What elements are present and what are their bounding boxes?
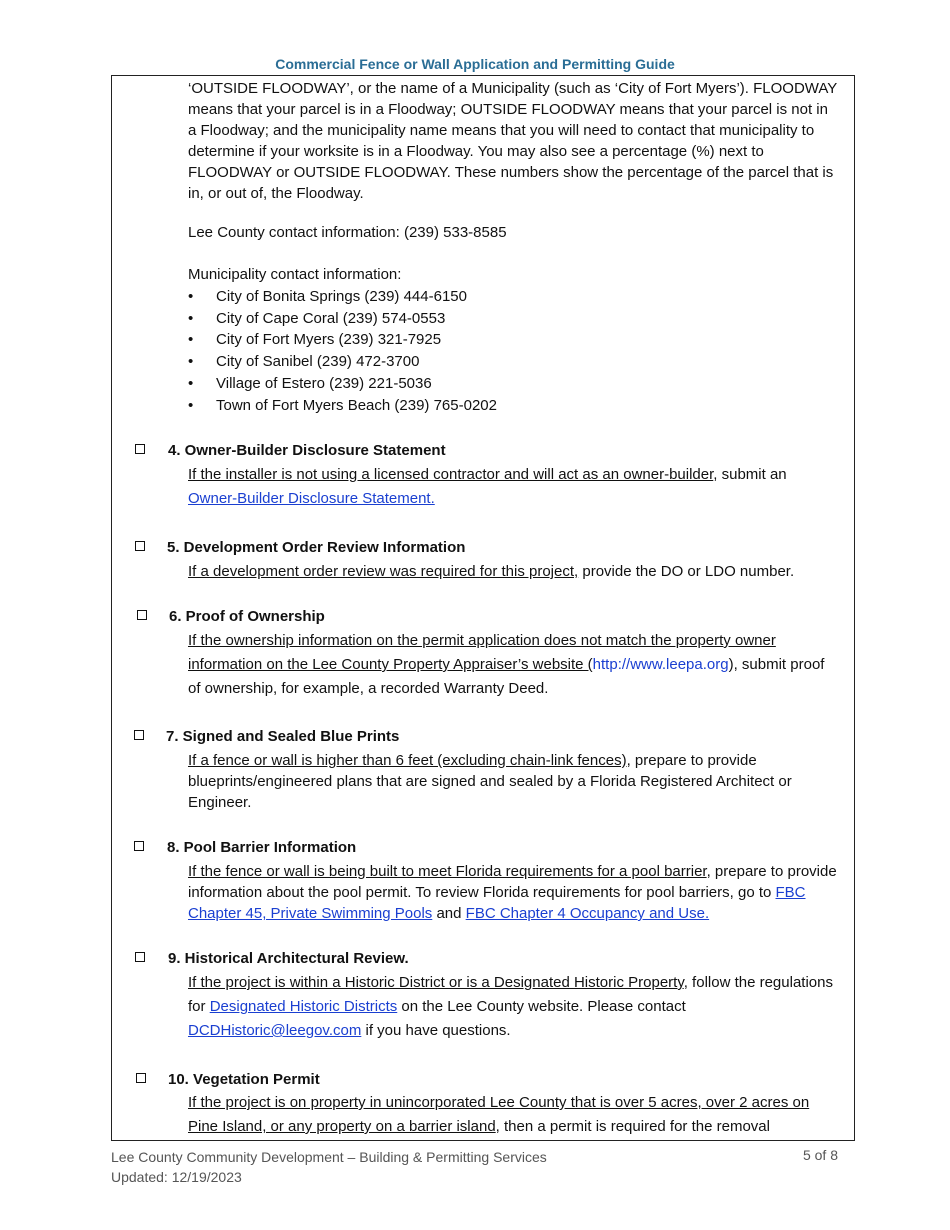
footer-updated-date: Updated: 12/19/2023	[111, 1169, 242, 1185]
item-body-ownership: If the ownership information on the permit application does not match the property owner information on the Lee County Property Appraiser’s website (http://www.leepa.org), submit proof of ownership, for example, a recorded Warranty Deed.	[188, 632, 825, 697]
footer-info	[111, 1147, 547, 1187]
bullet-icon: •	[188, 309, 194, 327]
item-body-owner-builder: If the installer is not using a licensed contractor and will act as an owner-builder, submit an Owner-Builder Disclosure Statement.	[188, 466, 787, 507]
footer-organization: Lee County Community Development – Building & Permitting Services	[111, 1149, 547, 1165]
item-title-development-order: 5. Development Order Review Information	[167, 539, 466, 556]
list-item: • City of Fort Myers (239) 321-7925	[188, 329, 838, 351]
bullet-icon: •	[188, 331, 194, 349]
bullet-icon: •	[188, 353, 194, 371]
item-body-blueprints: If a fence or wall is higher than 6 feet (excluding chain-link fences), prepare to provide blueprints/engineered plans that are signed and sealed by a Florida Registered Architect or Engineer.	[188, 752, 792, 811]
item-body-vegetation: If the project is on property in unincorporated Lee County that is over 5 acres, over 2 acres on Pine Island, or any property on a barrier island, then a permit is required for the removal	[188, 1094, 810, 1135]
bullet-icon: •	[188, 288, 194, 305]
owner-builder-statement-link[interactable]: Owner-Builder Disclosure Statement.	[188, 490, 435, 507]
municipality-list	[188, 286, 838, 416]
checkbox-historical[interactable]	[135, 952, 145, 962]
list-item: • City of Sanibel (239) 472-3700	[188, 351, 838, 373]
list-item: • Town of Fort Myers Beach (239) 765-0202	[188, 395, 838, 417]
fbc-chapter-45-link[interactable]: FBC Chapter 45, Private Swimming Pools	[188, 884, 806, 922]
dcd-historic-email-link[interactable]: DCDHistoric@leegov.com	[188, 1022, 362, 1039]
checkbox-pool-barrier[interactable]	[134, 841, 144, 851]
item-title-historical: 9. Historical Architectural Review.	[168, 950, 409, 967]
leepa-website-link[interactable]: http://www.leepa.org	[592, 656, 729, 673]
item-title-vegetation: 10. Vegetation Permit	[168, 1071, 320, 1088]
checkbox-blueprints[interactable]	[134, 730, 144, 740]
lee-county-contact: Lee County contact information: (239) 533-8585	[188, 224, 507, 241]
checkbox-owner-builder[interactable]	[135, 444, 145, 454]
page-number: 5 of 8	[802, 1147, 838, 1163]
item-title-blueprints: 7. Signed and Sealed Blue Prints	[166, 728, 400, 745]
bullet-icon: •	[188, 374, 194, 392]
checkbox-vegetation[interactable]	[136, 1073, 146, 1083]
item-body-pool-barrier: If the fence or wall is being built to meet Florida requirements for a pool barrier, prepare to provide information about the pool permit. To review Florida requirements for pool barriers, go to FBC Chapter 45, Private Swimming Pools and FBC Chapter 4 Occupancy and Use.	[188, 863, 837, 922]
checkbox-development-order[interactable]	[135, 541, 145, 551]
bullet-icon: •	[188, 396, 194, 414]
content-box	[111, 75, 855, 1141]
list-item: • City of Bonita Springs (239) 444-6150	[188, 286, 838, 308]
historic-districts-link[interactable]: Designated Historic Districts	[209, 998, 398, 1015]
fbc-chapter-4-link[interactable]: FBC Chapter 4 Occupancy and Use.	[465, 905, 710, 922]
floodway-paragraph: ‘OUTSIDE FLOODWAY’, or the name of a Municipality (such as ‘City of Fort Myers’). FLOODWAY means that your parcel is in a Floodway; OUTSIDE FLOODWAY means that your parcel is not in a Floodway; and the municipality name means that you will need to contact that municipality to determine if your worksite is in a Floodway. You may also see a percentage (%) next to FLOODWAY or OUTSIDE FLOODWAY. These numbers show the percentage of the parcel that is in, or out of, the Floodway.	[188, 80, 838, 202]
checkbox-ownership[interactable]	[137, 610, 147, 620]
item-title-ownership: 6. Proof of Ownership	[169, 608, 325, 625]
item-body-historical: If the project is within a Historic District or is a Designated Historic Property, follow the regulations for Designated Historic Districts on the Lee County website. Please contact DCDHistoric@leegov.com if you have questions.	[188, 974, 833, 1039]
page-header-title: Commercial Fence or Wall Application and Permitting Guide	[275, 56, 675, 72]
item-title-owner-builder: 4. Owner-Builder Disclosure Statement	[168, 442, 446, 459]
item-body-development-order: If a development order review was required for this project, provide the DO or LDO number.	[188, 563, 795, 580]
list-item: • Village of Estero (239) 221-5036	[188, 373, 838, 395]
item-title-pool-barrier: 8. Pool Barrier Information	[167, 839, 357, 856]
municipality-heading: Municipality contact information:	[188, 266, 402, 283]
list-item: • City of Cape Coral (239) 574-0553	[188, 308, 838, 330]
